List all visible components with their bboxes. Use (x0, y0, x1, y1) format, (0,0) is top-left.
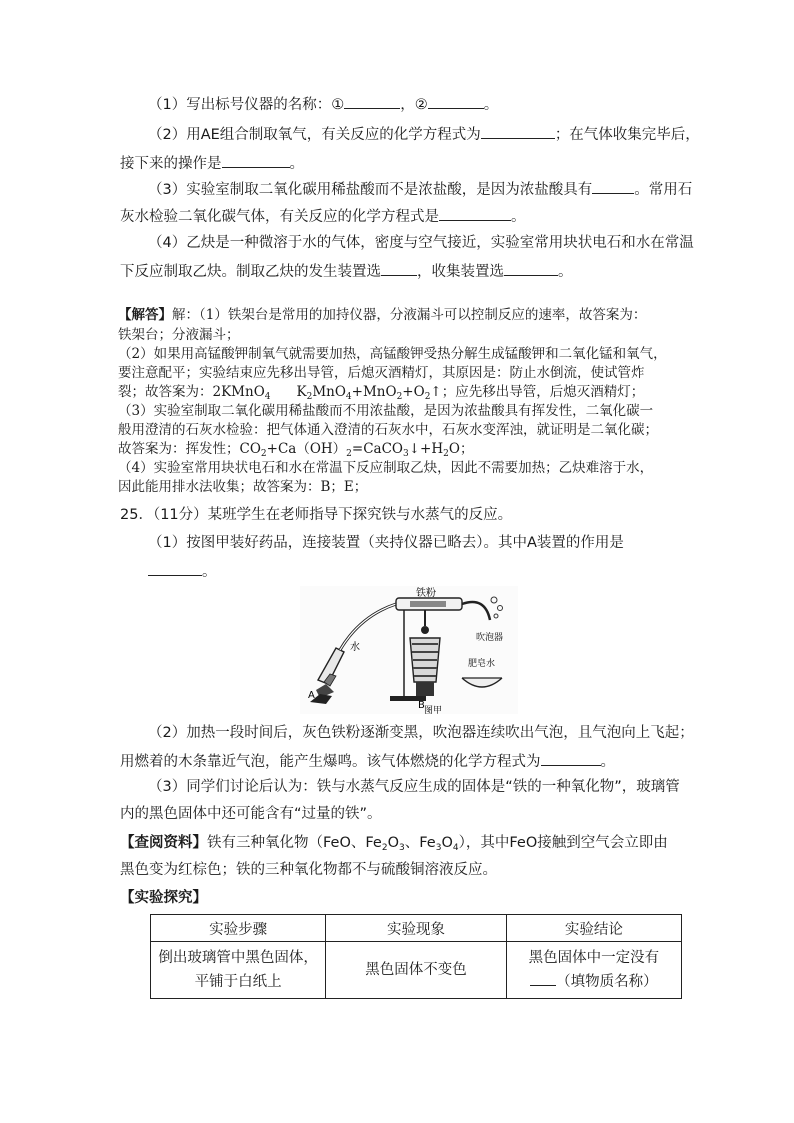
q3-text-b: 。常用石 (634, 182, 693, 198)
answer-text: 要注意配平；实验结束应先移出导管，后熄灭酒精灯，其原因是：防止水倒流，使试管炸 (118, 365, 645, 381)
subscript: 2 (346, 449, 352, 459)
answer-blank[interactable] (148, 560, 202, 576)
q25-part-3a (148, 777, 680, 797)
label-blower: 吹泡器 (476, 633, 504, 643)
subscript: 3 (435, 843, 442, 853)
q25-text: 内的黑色固体中还可能含有“过量的铁”。 (120, 806, 382, 822)
answer-line-3 (118, 344, 667, 364)
q25-reference-b (120, 860, 497, 880)
q25-text: 。 (202, 564, 217, 580)
q25-part-1 (148, 533, 624, 553)
label-a: A (308, 690, 315, 701)
apparatus-diagram (300, 586, 518, 714)
answer-text: （2）如果用高锰酸钾制氧气就需要加热，高锰酸钾受热分解生成锰酸钾和二氧化锰和氧气， (118, 346, 667, 362)
subscript: 3 (399, 843, 405, 853)
explore-label: 【实验探究】 (120, 890, 207, 906)
question-3a (148, 178, 692, 200)
q25-part-2a (148, 723, 694, 743)
q25-explore (120, 888, 207, 908)
answer-text: ↑；应先移出导管，后熄灭酒精灯； (430, 384, 645, 400)
answer-blank[interactable] (344, 93, 400, 109)
subscript: 2 (443, 449, 449, 459)
answer-text: （3）实验室制取二氧化碳用稀盐酸而不用浓盐酸，是因为浓盐酸具有挥发性，二氧化碳一 (118, 403, 654, 419)
answer-blank[interactable] (504, 260, 558, 276)
subscript: 2 (381, 843, 388, 853)
table-header: 实验现象 (326, 915, 507, 942)
q2-text: （2）用AE组合制取氧气，有关反应的化学方程式为 (148, 127, 481, 143)
subscript: 4 (345, 392, 352, 402)
step-line: 倒出玻璃管中黑色固体， (158, 950, 318, 966)
apparatus-figure (300, 586, 518, 714)
q3-end: 。 (511, 209, 526, 225)
question-1 (148, 93, 498, 115)
subscript: 2 (306, 392, 313, 402)
q4-text-c: ，收集装置选 (417, 264, 504, 280)
answer-line-7 (118, 420, 658, 440)
answer-text: 故答案为：挥发性；CO (118, 441, 261, 457)
q25-text: 铁有三种氧化物（FeO、Fe (207, 835, 382, 851)
q1-sep: ，② (400, 97, 428, 113)
q25-part-3b (120, 804, 382, 824)
subscript: 4 (452, 843, 459, 853)
answer-text: 般用澄清的石灰水检验：把气体通入澄清的石灰水中，石灰水变浑浊，就证明是二氧化碳； (118, 422, 658, 438)
answer-text: 铁架台；分液漏斗； (118, 327, 240, 343)
q25-reference-a (120, 833, 668, 858)
answer-text: +Ca（OH） (266, 441, 347, 457)
subscript: 2 (424, 392, 431, 402)
answer-text: 因此能用排水法收集；故答案为：B；E； (118, 479, 368, 495)
q25-text: 、Fe (404, 835, 436, 851)
q2-text-b: ；在气体收集完毕后， (554, 127, 700, 143)
answer-line-6 (118, 401, 653, 421)
answer-line-2 (118, 325, 240, 345)
table-header-row (151, 915, 682, 942)
label-water: 水 (350, 642, 360, 653)
answer-text: +MnO (351, 384, 397, 400)
answer-blank[interactable] (428, 93, 484, 109)
answer-line-4 (118, 363, 645, 383)
q25-part-1-blank (148, 560, 217, 582)
answer-text: ↓+H (408, 441, 444, 457)
question-4b (120, 260, 573, 282)
table-cell-phenomenon: 黑色固体不变色 (326, 942, 507, 999)
answer-label: 【解答】 (118, 307, 172, 323)
conclusion-line: 黑色固体中一定没有 (528, 950, 660, 966)
q25-text: O (387, 835, 400, 851)
q2-end: 。 (289, 156, 304, 172)
q2-text-c: 接下来的操作是 (120, 156, 222, 172)
table-row (151, 942, 682, 999)
experiment-table (150, 914, 682, 999)
conclusion-text: （填物质名称） (556, 974, 658, 990)
answer-line-9 (118, 458, 653, 478)
question-2a (148, 123, 700, 145)
question-25-title (120, 505, 512, 525)
reference-label: 【查阅资料】 (120, 835, 207, 851)
q25-text: 。 (600, 754, 615, 770)
answer-blank[interactable] (222, 152, 290, 168)
q1-text: （1）写出标号仪器的名称：① (148, 97, 345, 113)
answer-blank[interactable] (541, 750, 601, 766)
label-soap: 肥皂水 (468, 659, 496, 669)
q25-text: （1）按图甲装好药品，连接装置（夹持仪器已略去）。其中A装置的作用是 (148, 535, 624, 551)
q4-text: （4）乙炔是一种微溶于水的气体，密度与空气接近，实验室常用块状电石和水在常温 (148, 235, 694, 251)
q4-text-b: 下反应制取乙炔。制取乙炔的发生装置选 (120, 264, 381, 280)
subscript: 3 (403, 449, 409, 459)
q25-part-2b (120, 750, 615, 772)
answer-text: （4）实验室常用块状电石和水在常温下反应制取乙炔，因此不需要加热；乙炔难溶于水， (118, 460, 654, 476)
q25-text: 用燃着的木条靠近气泡，能产生爆鸣。该气体燃烧的化学方程式为 (120, 754, 541, 770)
q3-text: （3）实验室制取二氧化碳用稀盐酸而不是浓盐酸，是因为浓盐酸具有 (148, 182, 593, 198)
q25-title-text: 25．（11分）某班学生在老师指导下探究铁与水蒸气的反应。 (120, 507, 513, 523)
answer-text: 裂；故答案为：2KMnO (118, 384, 265, 400)
table-cell-conclusion (506, 942, 681, 999)
figure-caption: 图甲 (424, 706, 443, 714)
subscript: 2 (260, 449, 267, 459)
q25-text: O (441, 835, 453, 851)
label-iron: 铁粉 (416, 588, 436, 599)
subscript: 2 (396, 392, 403, 402)
q1-end: 。 (483, 97, 499, 113)
q25-text: （3）同学们讨论后认为：铁与水蒸气反应生成的固体是“铁的一种氧化物”，玻璃管 (148, 779, 680, 795)
label-b: B (418, 700, 425, 711)
table-header: 实验步骤 (151, 915, 326, 942)
answer-text: MnO (312, 384, 346, 400)
subscript: 4 (264, 392, 271, 402)
answer-blank[interactable] (530, 970, 556, 986)
conclusion-line (507, 970, 681, 994)
answer-blank[interactable] (439, 205, 511, 221)
question-2b (120, 152, 304, 174)
question-4a (148, 233, 694, 253)
answer-text: K (296, 384, 307, 400)
q25-text: （2）加热一段时间后，灰色铁粉逐渐变黑，吹泡器连续吹出气泡，且气泡向上飞起； (148, 725, 694, 741)
q25-text: ），其中FeO接触到空气会立即由 (458, 835, 668, 851)
q4-end: 。 (558, 264, 573, 280)
step-line: 平铺于白纸上 (194, 974, 282, 990)
answer-text: 解：（1）铁架台是常用的加持仪器，分液漏斗可以控制反应的速率，故答案为： (172, 307, 647, 323)
answer-text: =CaCO (351, 441, 403, 457)
answer-text: O； (448, 441, 474, 457)
answer-blank[interactable] (381, 260, 417, 276)
q3-text-c: 灰水检验二氧化碳气体，有关反应的化学方程式是 (120, 209, 439, 225)
q25-text: 黑色变为红棕色；铁的三种氧化物都不与硫酸铜溶液反应。 (120, 862, 497, 878)
answer-blank[interactable] (481, 123, 555, 139)
table-cell-step (151, 942, 326, 999)
answer-line-1 (118, 305, 646, 325)
answer-text: +O (402, 384, 425, 400)
answer-blank[interactable] (592, 178, 634, 194)
table-header: 实验结论 (506, 915, 681, 942)
answer-line-10 (118, 477, 367, 497)
question-3b (120, 205, 526, 227)
